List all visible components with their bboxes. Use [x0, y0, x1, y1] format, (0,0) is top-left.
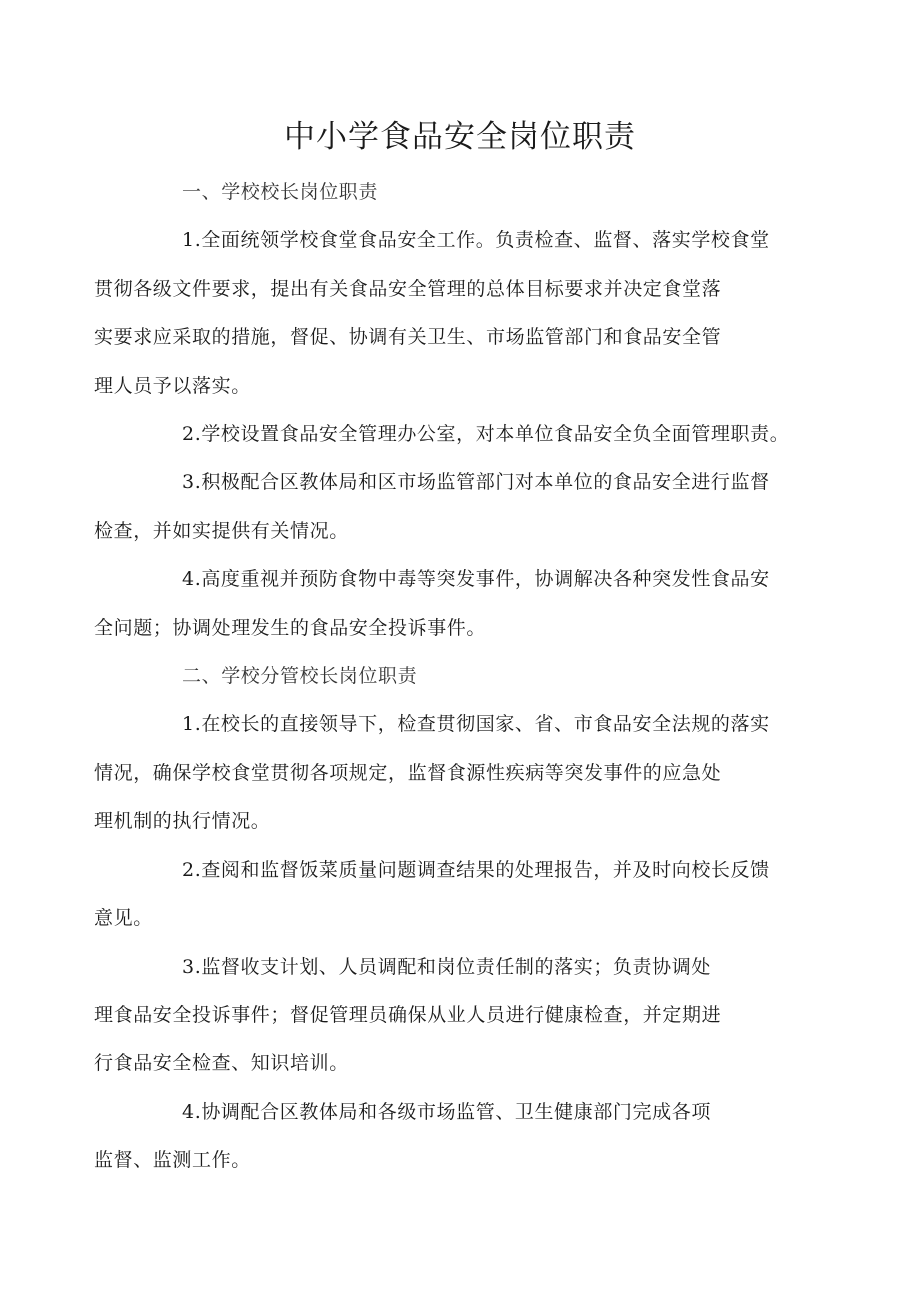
text-line: 2.学校设置食品安全管理办公室，对本单位食品安全负全面管理职责。 [182, 423, 790, 446]
text-line: 贯彻各级文件要求，提出有关食品安全管理的总体目标要求并决定食堂落 [94, 277, 722, 300]
text-line: 理食品安全投诉事件；督促管理员确保从业人员进行健康检查，并定期进 [94, 1003, 722, 1026]
text-line: 3.监督收支计划、人员调配和岗位责任制的落实；负责协调处 [182, 955, 711, 978]
paragraph [94, 216, 798, 410]
text-line: 理人员予以落实。 [94, 374, 251, 397]
text-line: 1.全面统领学校食堂食品安全工作。负责检查、监督、落实学校食堂 [182, 229, 770, 252]
text-line: 监督、监测工作。 [94, 1149, 251, 1172]
document-title: 中小学食品安全岗位职责 [284, 119, 636, 155]
paragraph [138, 410, 798, 458]
text-line: 3.积极配合区教体局和区市场监管部门对本单位的食品安全进行监督 [182, 471, 770, 494]
text-line: 行食品安全检查、知识培训。 [94, 1052, 349, 1075]
text-line: 2.查阅和监督饭菜质量问题调查结果的处理报告，并及时向校长反馈 [182, 858, 770, 881]
paragraph [94, 700, 798, 845]
section-heading: 二、学校分管校长岗位职责 [182, 665, 418, 688]
text-line: 检查，并如实提供有关情况。 [94, 519, 349, 542]
document-body [94, 168, 798, 1185]
text-line: 理机制的执行情况。 [94, 810, 271, 833]
text-line: 4.高度重视并预防食物中毒等突发事件，协调解决各种突发性食品安 [182, 568, 770, 591]
text-line: 实要求应采取的措施，督促、协调有关卫生、市场监管部门和食品安全管 [94, 326, 722, 349]
paragraph [94, 943, 798, 1088]
paragraph [94, 458, 798, 555]
paragraph [94, 846, 798, 943]
text-line: 全问题；协调处理发生的食品安全投诉事件。 [94, 616, 487, 639]
paragraph [94, 555, 798, 652]
paragraph [94, 1088, 798, 1185]
section-heading: 一、学校校长岗位职责 [182, 181, 379, 203]
text-line: 情况，确保学校食堂贯彻各项规定，监督食源性疾病等突发事件的应急处 [94, 761, 722, 784]
text-line: 4.协调配合区教体局和各级市场监管、卫生健康部门完成各项 [182, 1100, 711, 1123]
text-line: 1.在校长的直接领导下，检查贯彻国家、省、市食品安全法规的落实 [182, 713, 770, 736]
text-line: 意见。 [94, 907, 153, 930]
